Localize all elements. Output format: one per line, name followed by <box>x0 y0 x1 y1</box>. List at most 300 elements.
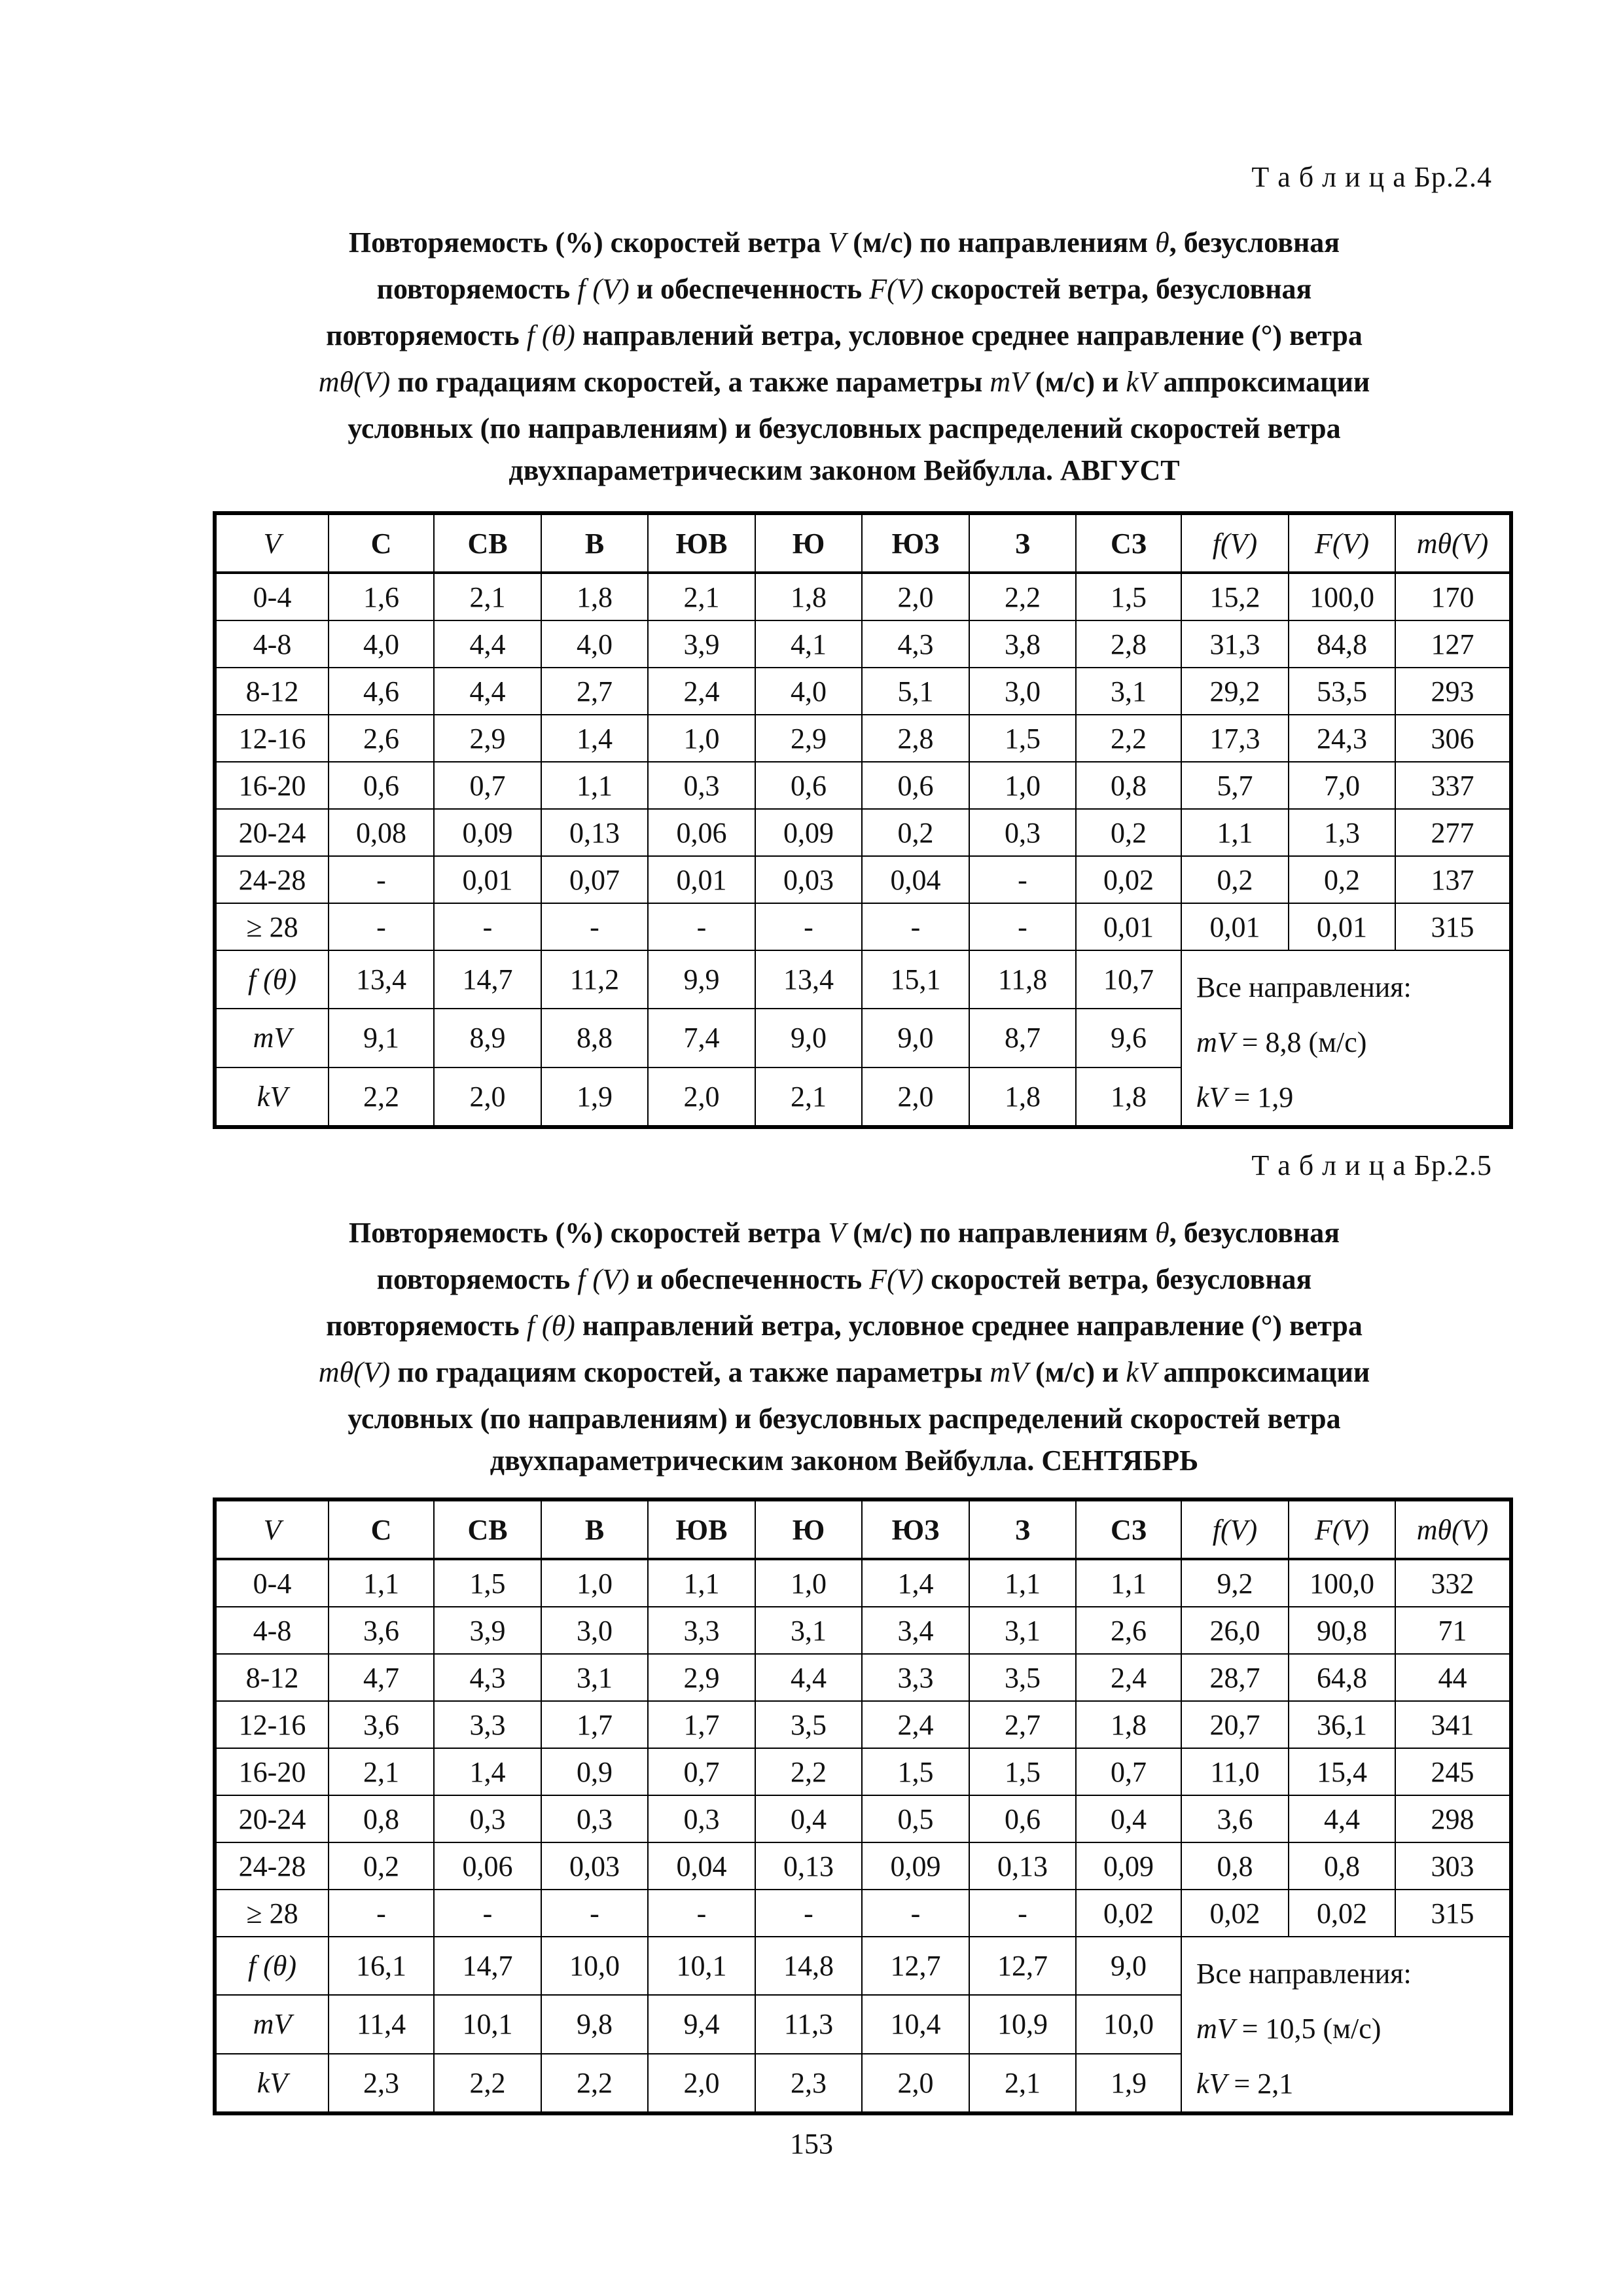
param-label-cell: f (θ) <box>216 950 329 1009</box>
table-cell: 1,9 <box>1076 2054 1181 2112</box>
column-header: mθ(V) <box>1395 1501 1510 1559</box>
table-cell: 4,3 <box>862 620 969 668</box>
summary-title: Все направления: <box>1196 971 1412 1003</box>
table-cell: 0,8 <box>1076 762 1181 809</box>
table-cell: 4,7 <box>329 1654 434 1701</box>
page-number: 153 <box>790 2128 833 2160</box>
table-cell: 0,01 <box>1289 903 1395 950</box>
table-cell: 0,3 <box>541 1795 648 1842</box>
table-cell: 29,2 <box>1181 668 1289 715</box>
table-label-august: Т а б л и ц а Бр.2.4 <box>1251 161 1492 193</box>
table-cell: 1,1 <box>969 1559 1076 1607</box>
table-cell: 3,4 <box>862 1607 969 1654</box>
table-cell: 1,1 <box>648 1559 755 1607</box>
column-header: V <box>216 514 329 573</box>
table-cell: 3,1 <box>1076 668 1181 715</box>
speed-gradation-cell: ≥ 28 <box>216 903 329 950</box>
column-header: Ю <box>755 1501 862 1559</box>
table-cell: 0,2 <box>329 1842 434 1890</box>
table-cell: 20,7 <box>1181 1701 1289 1748</box>
table-cell: 2,9 <box>648 1654 755 1701</box>
table-cell: 0,7 <box>648 1748 755 1795</box>
column-header: ЮЗ <box>862 514 969 573</box>
table-cell: 0,3 <box>648 762 755 809</box>
table-cell: 298 <box>1395 1795 1510 1842</box>
table-cell: 7,4 <box>648 1009 755 1067</box>
table-cell: 170 <box>1395 573 1510 620</box>
table-cell: 315 <box>1395 903 1510 950</box>
column-header: F(V) <box>1289 514 1395 573</box>
table-cell: 3,5 <box>969 1654 1076 1701</box>
table-cell: 3,0 <box>969 668 1076 715</box>
table-cell: 12,7 <box>862 1937 969 1995</box>
table-cell: 24,3 <box>1289 715 1395 762</box>
table-cell: 0,02 <box>1289 1890 1395 1937</box>
table-cell: 31,3 <box>1181 620 1289 668</box>
table-cell: 2,1 <box>755 1067 862 1126</box>
table-cell: 303 <box>1395 1842 1510 1890</box>
param-label-cell: f (θ) <box>216 1937 329 1995</box>
all-directions-summary <box>1181 950 1510 1126</box>
table-cell: 5,7 <box>1181 762 1289 809</box>
table-cell: 11,4 <box>329 1995 434 2053</box>
table-row <box>216 1559 1510 1607</box>
table-cell: 15,4 <box>1289 1748 1395 1795</box>
table-cell: 3,9 <box>648 620 755 668</box>
column-header: З <box>969 514 1076 573</box>
table-row <box>216 668 1510 715</box>
table-cell: 44 <box>1395 1654 1510 1701</box>
table-cell: 9,0 <box>1076 1937 1181 1995</box>
wind-table-august <box>215 514 1510 1126</box>
table-cell: 1,4 <box>434 1748 541 1795</box>
speed-gradation-cell: 8-12 <box>216 668 329 715</box>
speed-gradation-cell: 24-28 <box>216 1842 329 1890</box>
table-cell: 3,8 <box>969 620 1076 668</box>
table-cell: 2,1 <box>648 573 755 620</box>
table-cell: 2,0 <box>434 1067 541 1126</box>
table-cell: 10,1 <box>434 1995 541 2053</box>
table-cell: - <box>329 1890 434 1937</box>
table-cell: 15,1 <box>862 950 969 1009</box>
column-header: ЮЗ <box>862 1501 969 1559</box>
column-header: З <box>969 1501 1076 1559</box>
table-cell: 3,1 <box>541 1654 648 1701</box>
table-cell: - <box>862 903 969 950</box>
table-cell: 9,9 <box>648 950 755 1009</box>
table-cell: 2,3 <box>755 2054 862 2112</box>
table-cell: 0,13 <box>541 809 648 856</box>
table-cell: 3,6 <box>1181 1795 1289 1842</box>
wind-table-september <box>215 1500 1510 2113</box>
table-cell: 15,2 <box>1181 573 1289 620</box>
table-cell: 10,1 <box>648 1937 755 1995</box>
table-cell: 17,3 <box>1181 715 1289 762</box>
table-cell: 1,5 <box>434 1559 541 1607</box>
table-cell: 8,8 <box>541 1009 648 1067</box>
table-cell: - <box>969 1890 1076 1937</box>
summary-kv: kV = 1,9 <box>1196 1081 1294 1113</box>
table-cell: 0,06 <box>434 1842 541 1890</box>
table-cell: 1,5 <box>969 1748 1076 1795</box>
table-cell: 4,4 <box>1289 1795 1395 1842</box>
speed-gradation-cell: 20-24 <box>216 1795 329 1842</box>
table-row <box>216 1795 1510 1842</box>
speed-gradation-cell: 0-4 <box>216 573 329 620</box>
table-cell: 3,5 <box>755 1701 862 1748</box>
table-cell: 4,4 <box>755 1654 862 1701</box>
table-cell: - <box>969 903 1076 950</box>
table-cell: 9,0 <box>755 1009 862 1067</box>
column-header: V <box>216 1501 329 1559</box>
table-cell: 1,9 <box>541 1067 648 1126</box>
table-cell: 0,01 <box>648 856 755 903</box>
table-cell: 0,2 <box>862 809 969 856</box>
table-cell: 11,2 <box>541 950 648 1009</box>
table-cell: - <box>541 1890 648 1937</box>
table-cell: 2,9 <box>434 715 541 762</box>
table-row <box>216 1748 1510 1795</box>
header-row <box>216 514 1510 573</box>
table-cell: 26,0 <box>1181 1607 1289 1654</box>
table-cell: - <box>329 903 434 950</box>
table-cell: 8,9 <box>434 1009 541 1067</box>
column-header: mθ(V) <box>1395 514 1510 573</box>
table-cell: 100,0 <box>1289 1559 1395 1607</box>
table-cell: 2,9 <box>755 715 862 762</box>
table-cell: 2,3 <box>329 2054 434 2112</box>
table-cell: 0,5 <box>862 1795 969 1842</box>
table-cell: - <box>862 1890 969 1937</box>
summary-mv: mV = 8,8 (м/с) <box>1196 1026 1367 1058</box>
table-cell: 10,9 <box>969 1995 1076 2053</box>
table-cell: 53,5 <box>1289 668 1395 715</box>
table-cell: 1,0 <box>648 715 755 762</box>
table-cell: - <box>755 903 862 950</box>
column-header: С <box>329 514 434 573</box>
table-cell: 10,0 <box>541 1937 648 1995</box>
table-cell: 10,0 <box>1076 1995 1181 2053</box>
header-row <box>216 1501 1510 1559</box>
table-cell: 0,2 <box>1181 856 1289 903</box>
table-cell: 0,3 <box>648 1795 755 1842</box>
table-cell: 0,6 <box>862 762 969 809</box>
table-cell: 12,7 <box>969 1937 1076 1995</box>
table-cell: 2,1 <box>329 1748 434 1795</box>
table-cell: 1,1 <box>1076 1559 1181 1607</box>
table-cell: 14,7 <box>434 1937 541 1995</box>
speed-gradation-cell: 4-8 <box>216 1607 329 1654</box>
table-cell: 1,4 <box>862 1559 969 1607</box>
table-row <box>216 715 1510 762</box>
table-cell: 10,4 <box>862 1995 969 2053</box>
table-cell: 13,4 <box>329 950 434 1009</box>
table-cell: 0,06 <box>648 809 755 856</box>
table-cell: - <box>541 903 648 950</box>
table-cell: 0,8 <box>329 1795 434 1842</box>
table-cell: 3,0 <box>541 1607 648 1654</box>
table-cell: 0,02 <box>1181 1890 1289 1937</box>
table-cell: 337 <box>1395 762 1510 809</box>
table-row <box>216 1890 1510 1937</box>
table-cell: 0,01 <box>1181 903 1289 950</box>
table-cell: 0,08 <box>329 809 434 856</box>
table-row <box>216 1654 1510 1701</box>
table-cell: 1,8 <box>969 1067 1076 1126</box>
table-cell: 293 <box>1395 668 1510 715</box>
param-label-cell: kV <box>216 1067 329 1126</box>
table-cell: 2,1 <box>434 573 541 620</box>
table-cell: 2,0 <box>648 1067 755 1126</box>
table-cell: 0,03 <box>541 1842 648 1890</box>
speed-gradation-cell: ≥ 28 <box>216 1890 329 1937</box>
table-cell: 0,09 <box>434 809 541 856</box>
table-cell: 0,3 <box>969 809 1076 856</box>
speed-gradation-cell: 16-20 <box>216 762 329 809</box>
table-cell: 4,0 <box>541 620 648 668</box>
table-cell: 0,02 <box>1076 856 1181 903</box>
table-cell: 4,1 <box>755 620 862 668</box>
table-cell: 9,6 <box>1076 1009 1181 1067</box>
table-cell: 315 <box>1395 1890 1510 1937</box>
table-cell: 2,8 <box>1076 620 1181 668</box>
table-row <box>216 620 1510 668</box>
table-cell: 2,2 <box>1076 715 1181 762</box>
table-cell: 245 <box>1395 1748 1510 1795</box>
table-cell: 3,9 <box>434 1607 541 1654</box>
table-cell: 16,1 <box>329 1937 434 1995</box>
speed-gradation-cell: 8-12 <box>216 1654 329 1701</box>
table-cell: 1,8 <box>541 573 648 620</box>
summary-kv: kV = 2,1 <box>1196 2068 1294 2100</box>
column-header: ЮВ <box>648 1501 755 1559</box>
table-cell: - <box>434 903 541 950</box>
table-cell: 0,6 <box>329 762 434 809</box>
table-cell: 0,01 <box>434 856 541 903</box>
table-cell: 2,4 <box>1076 1654 1181 1701</box>
table-cell: 0,03 <box>755 856 862 903</box>
column-header: F(V) <box>1289 1501 1395 1559</box>
table-cell: 1,7 <box>648 1701 755 1748</box>
table-cell: 4,6 <box>329 668 434 715</box>
table-cell: 0,07 <box>541 856 648 903</box>
table-cell: 2,0 <box>862 1067 969 1126</box>
table-cell: 0,8 <box>1181 1842 1289 1890</box>
table-cell: 10,7 <box>1076 950 1181 1009</box>
table-cell: 84,8 <box>1289 620 1395 668</box>
speed-gradation-cell: 0-4 <box>216 1559 329 1607</box>
table-cell: 64,8 <box>1289 1654 1395 1701</box>
table-cell: 0,04 <box>862 856 969 903</box>
table-cell: 1,0 <box>969 762 1076 809</box>
column-header: СЗ <box>1076 1501 1181 1559</box>
table-cell: 1,5 <box>1076 573 1181 620</box>
table-cell: 0,09 <box>1076 1842 1181 1890</box>
table-cell: 0,6 <box>969 1795 1076 1842</box>
table-row <box>216 903 1510 950</box>
table-row <box>216 809 1510 856</box>
table-cell: 13,4 <box>755 950 862 1009</box>
table-cell: 9,2 <box>1181 1559 1289 1607</box>
table-cell: 1,4 <box>541 715 648 762</box>
table-cell: 1,6 <box>329 573 434 620</box>
table-cell: 4,4 <box>434 668 541 715</box>
table-cell: 0,2 <box>1076 809 1181 856</box>
table-cell: - <box>648 1890 755 1937</box>
table-cell: 0,13 <box>969 1842 1076 1890</box>
table-cell: 11,3 <box>755 1995 862 2053</box>
table-cell: 4,0 <box>755 668 862 715</box>
table-label-september: Т а б л и ц а Бр.2.5 <box>1251 1149 1492 1181</box>
param-label-cell: kV <box>216 2054 329 2112</box>
table-cell: 1,1 <box>541 762 648 809</box>
speed-gradation-cell: 20-24 <box>216 809 329 856</box>
table-cell: 8,7 <box>969 1009 1076 1067</box>
table-cell: 0,4 <box>755 1795 862 1842</box>
table-cell: 1,1 <box>329 1559 434 1607</box>
table-cell: 0,8 <box>1289 1842 1395 1890</box>
table-caption-august: Повторяемость (%) скоростей ветра V (м/с) по направлениям θ, безусловная повторяемость f (V) и обеспеченность F(V) скоростей ветра, безусловная повторяемость f (θ) направлений ветра, условное среднее направление (°) ветра mθ(V) по градациям скоростей, а также параметры mV (м/с) и kV аппроксимации условных (по направлениям) и безусловных распределений скоростей ветра двухпараметрическим законом Вейбулла. АВГУСТ <box>318 226 1370 486</box>
column-header: ЮВ <box>648 514 755 573</box>
table-cell: 1,8 <box>755 573 862 620</box>
column-header: СЗ <box>1076 514 1181 573</box>
table-cell: 277 <box>1395 809 1510 856</box>
table-cell: 0,3 <box>434 1795 541 1842</box>
table-cell: 2,2 <box>969 573 1076 620</box>
column-header: f(V) <box>1181 1501 1289 1559</box>
table-cell: 90,8 <box>1289 1607 1395 1654</box>
table-row <box>216 1701 1510 1748</box>
summary-mv: mV = 10,5 (м/с) <box>1196 2013 1382 2045</box>
table-cell: 0,09 <box>862 1842 969 1890</box>
table-cell: 9,8 <box>541 1995 648 2053</box>
table-cell: 71 <box>1395 1607 1510 1654</box>
table-cell: 2,0 <box>862 2054 969 2112</box>
param-row-f-theta <box>216 950 1510 1009</box>
table-cell: 9,4 <box>648 1995 755 2053</box>
table-cell: 3,3 <box>434 1701 541 1748</box>
table-cell: 3,1 <box>755 1607 862 1654</box>
table-cell: 2,4 <box>862 1701 969 1748</box>
table-cell: 4,3 <box>434 1654 541 1701</box>
table-cell: 5,1 <box>862 668 969 715</box>
table-cell: 2,0 <box>862 573 969 620</box>
table-cell: 4,0 <box>329 620 434 668</box>
table-row <box>216 856 1510 903</box>
table-cell: 2,2 <box>755 1748 862 1795</box>
table-cell: 11,0 <box>1181 1748 1289 1795</box>
column-header: В <box>541 1501 648 1559</box>
speed-gradation-cell: 4-8 <box>216 620 329 668</box>
column-header: Ю <box>755 514 862 573</box>
table-cell: 137 <box>1395 856 1510 903</box>
table-cell: 3,6 <box>329 1701 434 1748</box>
table-row <box>216 1842 1510 1890</box>
table-cell: 0,09 <box>755 809 862 856</box>
table-cell: 36,1 <box>1289 1701 1395 1748</box>
column-header: f(V) <box>1181 514 1289 573</box>
table-caption-september: Повторяемость (%) скоростей ветра V (м/с) по направлениям θ, безусловная повторяемость f (V) и обеспеченность F(V) скоростей ветра, безусловная повторяемость f (θ) направлений ветра, условное среднее направление (°) ветра mθ(V) по градациям скоростей, а также параметры mV (м/с) и kV аппроксимации условных (по направлениям) и безусловных распределений скоростей ветра двухпараметрическим законом Вейбулла. СЕНТЯБРЬ <box>318 1217 1370 1477</box>
table-cell: 1,0 <box>541 1559 648 1607</box>
table-cell: - <box>755 1890 862 1937</box>
table-row <box>216 762 1510 809</box>
column-header: СВ <box>434 1501 541 1559</box>
table-cell: 306 <box>1395 715 1510 762</box>
column-header: С <box>329 1501 434 1559</box>
table-cell: 2,7 <box>969 1701 1076 1748</box>
speed-gradation-cell: 12-16 <box>216 1701 329 1748</box>
table-cell: 1,7 <box>541 1701 648 1748</box>
table-cell: 0,7 <box>434 762 541 809</box>
table-cell: 0,02 <box>1076 1890 1181 1937</box>
table-cell: 2,2 <box>434 2054 541 2112</box>
table-cell: 0,6 <box>755 762 862 809</box>
speed-gradation-cell: 24-28 <box>216 856 329 903</box>
table-cell: 1,8 <box>1076 1701 1181 1748</box>
table-cell: 3,1 <box>969 1607 1076 1654</box>
table-cell: 0,13 <box>755 1842 862 1890</box>
column-header: В <box>541 514 648 573</box>
table-cell: 3,3 <box>648 1607 755 1654</box>
table-cell: 7,0 <box>1289 762 1395 809</box>
table-row <box>216 573 1510 620</box>
summary-title: Все направления: <box>1196 1958 1412 1990</box>
table-cell: 2,4 <box>648 668 755 715</box>
table-cell: 127 <box>1395 620 1510 668</box>
param-label-cell: mV <box>216 1995 329 2053</box>
table-cell: - <box>648 903 755 950</box>
table-cell: 2,8 <box>862 715 969 762</box>
table-cell: 3,6 <box>329 1607 434 1654</box>
table-cell: 1,3 <box>1289 809 1395 856</box>
table-cell: 2,0 <box>648 2054 755 2112</box>
table-cell: 341 <box>1395 1701 1510 1748</box>
table-cell: 0,04 <box>648 1842 755 1890</box>
table-cell: 9,1 <box>329 1009 434 1067</box>
table-cell: 2,6 <box>1076 1607 1181 1654</box>
table-cell: 1,1 <box>1181 809 1289 856</box>
table-cell: 2,6 <box>329 715 434 762</box>
table-cell: 14,8 <box>755 1937 862 1995</box>
speed-gradation-cell: 12-16 <box>216 715 329 762</box>
table-cell: 2,2 <box>541 2054 648 2112</box>
table-cell: 3,3 <box>862 1654 969 1701</box>
table-cell: 2,1 <box>969 2054 1076 2112</box>
table-cell: 1,8 <box>1076 1067 1181 1126</box>
table-cell: 0,4 <box>1076 1795 1181 1842</box>
param-label-cell: mV <box>216 1009 329 1067</box>
table-cell: 11,8 <box>969 950 1076 1009</box>
param-row-f-theta <box>216 1937 1510 1995</box>
table-cell: 9,0 <box>862 1009 969 1067</box>
table-cell: 1,5 <box>969 715 1076 762</box>
table-cell: 1,5 <box>862 1748 969 1795</box>
table-cell: 14,7 <box>434 950 541 1009</box>
speed-gradation-cell: 16-20 <box>216 1748 329 1795</box>
table-cell: 100,0 <box>1289 573 1395 620</box>
table-cell: - <box>329 856 434 903</box>
column-header: СВ <box>434 514 541 573</box>
table-cell: 332 <box>1395 1559 1510 1607</box>
table-cell: 2,2 <box>329 1067 434 1126</box>
table-cell: 0,9 <box>541 1748 648 1795</box>
table-cell: 1,0 <box>755 1559 862 1607</box>
table-cell: 0,2 <box>1289 856 1395 903</box>
all-directions-summary <box>1181 1937 1510 2112</box>
table-cell: - <box>969 856 1076 903</box>
table-row <box>216 1607 1510 1654</box>
table-cell: 4,4 <box>434 620 541 668</box>
